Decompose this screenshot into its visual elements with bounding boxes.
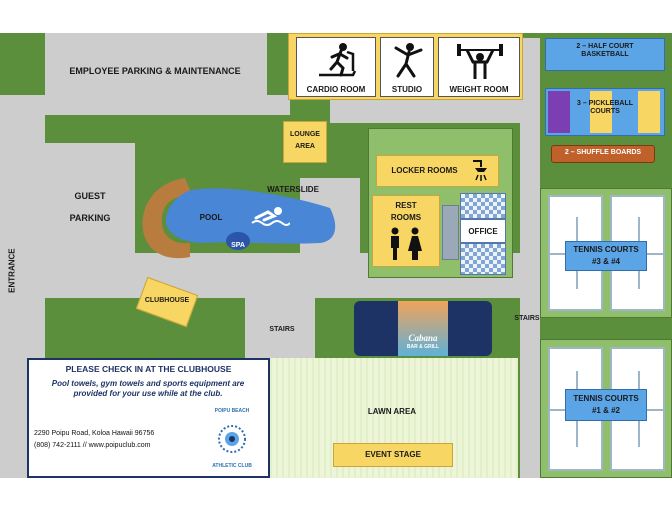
studio-label: STUDIO: [391, 85, 423, 94]
tennis-12-label-2: #1 & #2: [591, 406, 621, 415]
upper-path: [330, 98, 520, 123]
east-road: [520, 38, 540, 478]
spa-label: SPA: [231, 242, 245, 249]
rest-label-1: REST: [395, 201, 417, 210]
restroom-icon: [386, 227, 426, 261]
logo-text-top: POIPU BEACH: [214, 408, 250, 414]
lounge-area[interactable]: [283, 121, 327, 163]
stairs-right-label: STAIRS: [514, 315, 540, 322]
locker-label: LOCKER ROOMS: [391, 166, 458, 175]
basketball-label: 2 – HALF COURT BASKETBALL: [576, 43, 634, 59]
pool-label: POOL: [199, 213, 223, 222]
stage-label: EVENT STAGE: [365, 450, 421, 459]
pickleball-court-1: [548, 91, 570, 133]
info-contact: (808) 742-2111 // www.poipuclub.com: [34, 442, 151, 449]
swimmer-icon: [250, 206, 290, 228]
lawn-label: LAWN AREA: [367, 407, 417, 416]
shuffle-label: 2 – SHUFFLE BOARDS: [564, 149, 642, 156]
north-road: [0, 95, 290, 115]
clubhouse-label: CLUBHOUSE: [144, 297, 190, 304]
pickleball-court-3: [638, 91, 660, 133]
lounge-label-1: LOUNGE: [290, 131, 320, 138]
cabana-label-2: BAR & GRILL: [406, 344, 440, 350]
pickleball-label: 3 – PICKLEBALL COURTS: [576, 100, 633, 116]
studio[interactable]: [380, 37, 434, 97]
info-address: 2290 Poipu Road, Koloa Hawaii 96756: [34, 430, 155, 437]
cabana-label-1: Cabana: [408, 333, 438, 343]
tennis-34-label-2: #3 & #4: [591, 257, 621, 266]
hallway: [442, 205, 459, 260]
weightlifting-icon: [455, 41, 505, 81]
office-label: OFFICE: [468, 227, 498, 236]
guest-parking-label-2: PARKING: [69, 213, 111, 223]
tennis-34-label-1: TENNIS COURTS: [573, 245, 639, 254]
info-body: Pool towels, gym towels and sports equipment are provided for your use while at the club.: [51, 379, 245, 398]
guest-parking-label-1: GUEST: [74, 191, 106, 201]
cardio-label: CARDIO ROOM: [306, 85, 366, 94]
rest-label-2: ROOMS: [390, 213, 422, 222]
weight-label: WEIGHT ROOM: [449, 85, 509, 94]
stairs-left-label: STAIRS: [269, 326, 295, 333]
cardio-room[interactable]: [296, 37, 376, 97]
yoga-icon: [392, 42, 424, 80]
shower-icon: [471, 159, 493, 183]
treadmill-icon: [317, 42, 357, 80]
info-heading: PLEASE CHECK IN AT THE CLUBHOUSE: [65, 364, 232, 374]
club-logo-icon: [205, 412, 259, 466]
logo-text-bottom: ATHLETIC CLUB: [212, 463, 252, 469]
tennis-12-label-1: TENNIS COURTS: [573, 394, 639, 403]
waterslide-label: WATERSLIDE: [267, 185, 319, 194]
employee-parking-label: EMPLOYEE PARKING & MAINTENANCE: [69, 66, 241, 76]
weight-room[interactable]: [438, 37, 520, 97]
office-pattern-top: [460, 193, 506, 219]
facility-map: [0, 33, 672, 478]
office-pattern-bottom: [460, 243, 506, 275]
lounge-label-2: AREA: [295, 143, 315, 150]
entrance-label: ENTRANCE: [7, 248, 17, 293]
